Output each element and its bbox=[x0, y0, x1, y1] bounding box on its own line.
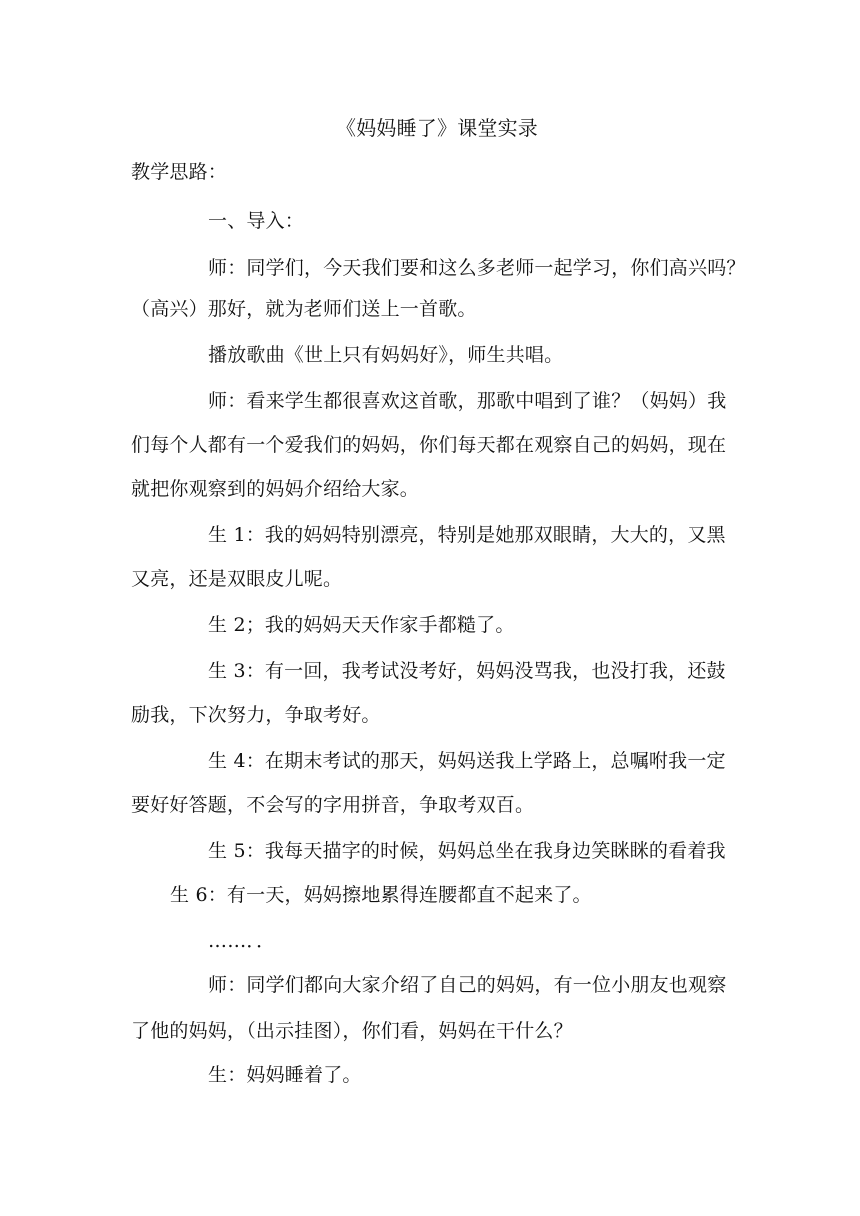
paragraph-line: 生 5：我每天描字的时候，妈妈总坐在我身边笑眯眯的看着我 bbox=[208, 840, 726, 862]
paragraph-line: 们每个人都有一个爱我们的妈妈，你们每天都在观察自己的妈妈，现在 bbox=[131, 434, 727, 456]
paragraph-line: 生 3：有一回，我考试没考好，妈妈没骂我，也没打我，还鼓 bbox=[208, 660, 726, 682]
paragraph-line: 生 1：我的妈妈特别漂亮，特别是她那双眼睛，大大的，又黑 bbox=[208, 524, 726, 546]
paragraph-line: 就把你观察到的妈妈介绍给大家。 bbox=[131, 478, 420, 500]
paragraph-line: 要好好答题，不会写的字用拼音，争取考双百。 bbox=[131, 794, 535, 816]
paragraph-line: 一、导入： bbox=[208, 210, 305, 232]
paragraph-line: 播放歌曲《世上只有妈妈好》，师生共唱。 bbox=[208, 344, 564, 366]
paragraph-line: 师：同学们都向大家介绍了自己的妈妈，有一位小朋友也观察 bbox=[208, 974, 727, 996]
paragraph-line: 师：看来学生都很喜欢这首歌，那歌中唱到了谁？（妈妈）我 bbox=[208, 390, 727, 412]
paragraph-line: 生 2；我的妈妈天天作家手都糙了。 bbox=[208, 614, 515, 636]
paragraph-line: 生：妈妈睡着了。 bbox=[208, 1064, 362, 1086]
paragraph-line: （高兴）那好，就为老师们送上一首歌。 bbox=[131, 298, 477, 320]
paragraph-line: 生 4：在期末考试的那天，妈妈送我上学路上，总嘱咐我一定 bbox=[208, 750, 726, 772]
paragraph-line: 教学思路： bbox=[131, 161, 228, 183]
paragraph-line: 励我，下次努力，争取考好。 bbox=[131, 704, 381, 726]
ellipsis-line: ……．． bbox=[208, 930, 276, 952]
paragraph-line: 生 6：有一天，妈妈擦地累得连腰都直不起来了。 bbox=[170, 884, 592, 906]
paragraph-line: 又亮，还是双眼皮儿呢。 bbox=[131, 568, 343, 590]
document-title: 《妈妈睡了》课堂实录 bbox=[336, 116, 538, 140]
paragraph-line: 师：同学们，今天我们要和这么多老师一起学习，你们高兴吗？ bbox=[208, 257, 746, 279]
paragraph-line: 了他的妈妈，（出示挂图），你们看，妈妈在干什么？ bbox=[131, 1020, 573, 1042]
